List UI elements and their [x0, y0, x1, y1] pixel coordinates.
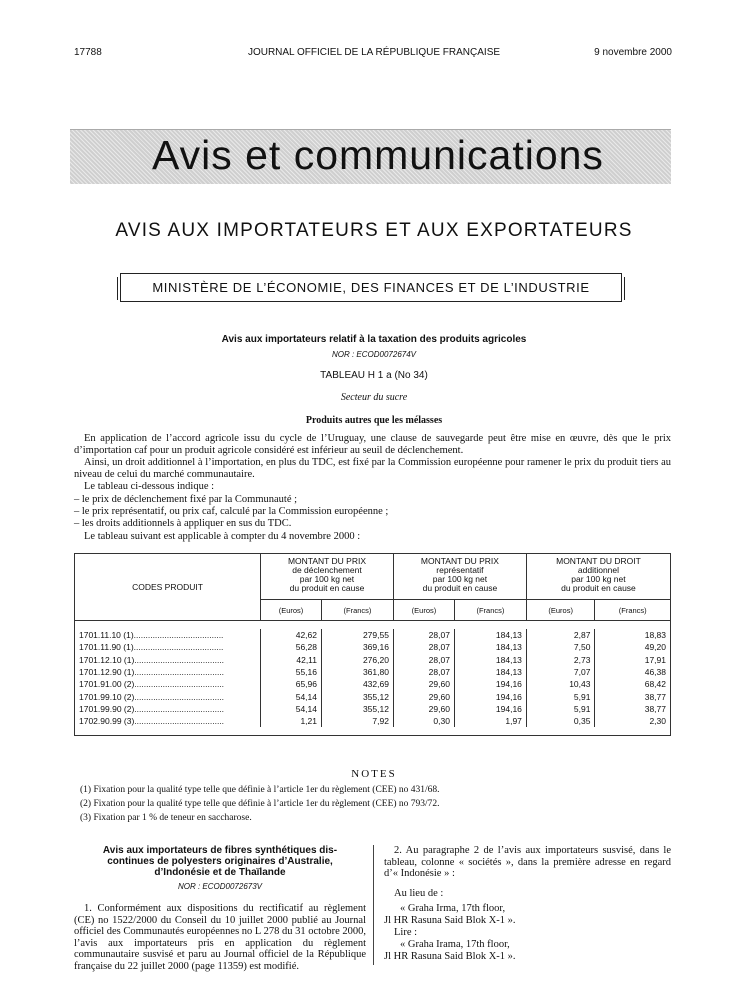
price-table — [74, 553, 671, 736]
sub-francs: (Francs) — [595, 600, 671, 621]
table-row: 1701.11.10 (1)...................................... 42,62 279,55 28,07 184,13 2,87 18,83 — [75, 629, 671, 641]
notice1-para1: En application de l’accord agricole issu du cycle de l’Uruguay, une clause de sauvegarde peut être mise en œuvre, dès que le prix d’importation caf pour un produit agricole considéré est inférieur au seuil de déclenchement. — [74, 433, 671, 456]
journal-title: JOURNAL OFFICIEL DE LA RÉPUBLIQUE FRANÇAISE — [247, 47, 501, 58]
notice1-subtitle: Produits autres que les mélasses — [305, 415, 443, 426]
col-codes-header: CODES PRODUIT — [75, 554, 261, 621]
section-banner — [70, 129, 671, 184]
note-3: (3) Fixation par 1 % de teneur en saccharose. — [80, 813, 252, 823]
banner-title: Avis et communications — [152, 132, 604, 178]
column-divider — [373, 845, 374, 965]
notice1-nor: NOR : ECOD0072674V — [331, 350, 417, 359]
ministry-box — [120, 273, 622, 302]
bullet-1: – le prix de déclenchement fixé par la Communauté ; — [74, 494, 298, 505]
issue-date: 9 novembre 2000 — [594, 47, 672, 58]
group-header-representatif: MONTANT DU PRIX représentatif par 100 kg net du produit en cause — [393, 554, 526, 600]
page-number: 17788 — [74, 47, 102, 58]
notes-title: NOTES — [351, 768, 397, 780]
notice2-title: Avis aux importateurs de fibres synthétiques dis- continues de polyesters originaires d’Australie, d’Indonésie et de Thaïlande — [102, 845, 338, 878]
address-old-line2: Jl HR Rasuna Said Blok X-1 ». — [384, 915, 516, 926]
tableau-title: TABLEAU H 1 a (No 34) — [320, 370, 428, 381]
address-new-line2: Jl HR Rasuna Said Blok X-1 ». — [384, 951, 516, 962]
table-row: 1701.99.90 (2)...................................... 54,14 355,12 29,60 194,16 5,91 38,77 — [75, 703, 671, 715]
note-1: (1) Fixation pour la qualité type telle que définie à l’article 1er du règlement (CEE) no 431/68. — [80, 785, 440, 795]
ministry-name: MINISTÈRE DE L’ÉCONOMIE, DES FINANCES ET DE L’INDUSTRIE — [152, 280, 590, 295]
secteur: Secteur du sucre — [340, 392, 408, 403]
notice1-title: Avis aux importateurs relatif à la taxation des produits agricoles — [221, 334, 527, 345]
sub-francs: (Francs) — [454, 600, 526, 621]
table-row: 1701.12.10 (1)...................................... 42,11 276,20 28,07 184,13 2,73 17,91 — [75, 654, 671, 666]
notice2-nor: NOR : ECOD0072673V — [177, 882, 263, 891]
notice1-para4: Le tableau suivant est applicable à compter du 4 novembre 2000 : — [84, 531, 361, 542]
group-header-declenchement: MONTANT DU PRIX de déclenchement par 100 kg net du produit en cause — [261, 554, 394, 600]
sub-euros: (Euros) — [526, 600, 595, 621]
bullet-2: – le prix représentatif, ou prix caf, calculé par la Commission européenne ; — [74, 506, 389, 517]
notice1-para3: Le tableau ci-dessous indique : — [84, 481, 215, 492]
notice2-para1: 1. Conformément aux dispositions du rectificatif au règlement (CE) no 1522/2000 du Conseil du 10 juillet 2000 publié au Journal officiel des Communautés européennes no L 278 du 31 octobre 2000, l’avis aux importateurs pris en application du règlement communautaire susvisé et paru au Journal officiel de la République française du 22 juillet 2000 (page 11359) est modifié. — [74, 903, 366, 972]
group-header-droit: MONTANT DU DROIT additionnel par 100 kg net du produit en cause — [526, 554, 670, 600]
table-row: 1701.99.10 (2)...................................... 54,14 355,12 29,60 194,16 5,91 38,77 — [75, 690, 671, 702]
lire: Lire : — [394, 927, 418, 938]
address-old-line1: « Graha Irma, 17th floor, — [400, 903, 506, 914]
bullet-3: – les droits additionnels à appliquer en sus du TDC. — [74, 518, 292, 529]
table-row: 1701.12.90 (1)...................................... 55,16 361,80 28,07 184,13 7,07 46,38 — [75, 666, 671, 678]
table-row: 1701.91.00 (2)...................................... 65,96 432,69 29,60 194,16 10,43 68,42 — [75, 678, 671, 690]
address-new-line1: « Graha Irama, 17th floor, — [400, 939, 510, 950]
notice1-para2: Ainsi, un droit additionnel à l’importation, en plus du TDC, est fixé par la Commission européenne pour ramener le prix du produit tiers au niveau de celui du marché communautaire. — [74, 457, 671, 480]
table-row: 1702.90.99 (3)...................................... 1,21 7,92 0,30 1,97 0,35 2,30 — [75, 715, 671, 727]
notice2-para2: 2. Au paragraphe 2 de l’avis aux importateurs susvisé, dans le tableau, colonne « sociétés », dans la première adresse en regard d’« Indonésie » : — [384, 845, 671, 879]
section-title: AVIS AUX IMPORTATEURS ET AUX EXPORTATEURS — [115, 220, 633, 241]
note-2: (2) Fixation pour la qualité type telle que définie à l’article 1er du règlement (CEE) no 793/72. — [80, 799, 440, 809]
table-row: 1701.11.90 (1)...................................... 56,28 369,16 28,07 184,13 7,50 49,20 — [75, 641, 671, 653]
sub-euros: (Euros) — [393, 600, 454, 621]
sub-francs: (Francs) — [322, 600, 394, 621]
sub-euros: (Euros) — [261, 600, 322, 621]
au-lieu-de: Au lieu de : — [394, 888, 444, 899]
